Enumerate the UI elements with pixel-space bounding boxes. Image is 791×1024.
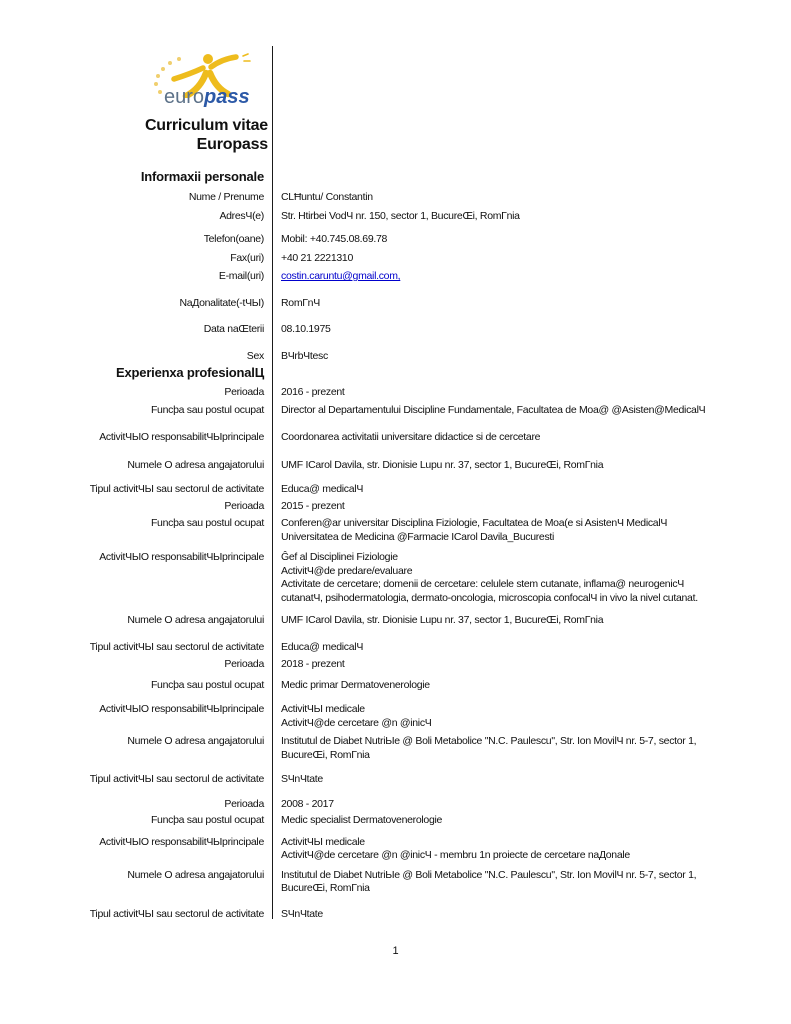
value-line: Mobil: +40.745.08.69.78 <box>281 233 388 245</box>
value-line: 2018 - prezent <box>281 658 345 670</box>
field-value <box>272 233 387 247</box>
cv-row <box>0 735 791 762</box>
field-label: Funcþa sau postul ocupat <box>150 814 264 826</box>
field-label: Funcþa sau postul ocupat <box>150 517 264 529</box>
field-label: Perioada <box>224 499 264 512</box>
value-line: CLĦuntu/ Constantin <box>281 191 373 203</box>
field-value <box>272 773 323 787</box>
cv-row <box>0 459 791 473</box>
field-value <box>272 191 373 205</box>
value-line: Activitate de cercetare; domenii de cercetare: celulele stem cutanate, inflama@ neurogenicЧ <box>281 578 684 590</box>
value-line: Director al Departamentului Discipline Fundamentale, Facultatea de Moa@ @Asisten@MedicalЧ <box>281 403 706 416</box>
cv-row <box>0 500 791 514</box>
page-number: 1 <box>392 945 399 957</box>
cv-row <box>0 908 791 922</box>
field-value <box>272 252 353 266</box>
field-label: Nume / Prenume <box>188 191 264 203</box>
value-line: ActivitЧ@de cercetare @n @inicЧ - membru 1n proiecte de cercetare naДonale <box>281 849 630 861</box>
cv-row <box>0 297 791 311</box>
field-label: Numele О adresa angajatorului <box>127 614 264 626</box>
cv-row <box>0 517 791 544</box>
cv-row <box>0 614 791 628</box>
field-value <box>272 658 345 672</box>
field-label: Tipul activitЧЫ sau sectorul de activitate <box>89 907 264 920</box>
section-heading: Experienxa profesionalЦ <box>116 365 264 380</box>
field-label: ActivitЧЫО responsabilitЧЫprincipale <box>99 551 264 563</box>
field-label: Numele О adresa angajatorului <box>127 458 264 471</box>
title-line-2: Europass <box>196 136 268 153</box>
logo-euro-text: euro <box>164 86 205 108</box>
value-line: +40 21 2221310 <box>281 251 354 264</box>
field-label: Perioada <box>224 658 264 670</box>
cv-row <box>0 679 791 693</box>
cv-row <box>0 270 791 284</box>
cv-row <box>0 869 791 896</box>
field-value <box>272 641 363 655</box>
value-line: SЧnЧtate <box>281 773 323 785</box>
cv-row <box>0 404 791 418</box>
logo-pass-text: pass <box>204 86 250 108</box>
value-line: Educa@ medicalЧ <box>281 640 364 653</box>
cv-header <box>0 0 791 154</box>
field-value <box>272 703 431 730</box>
cv-row <box>0 773 791 787</box>
field-label: Perioada <box>224 797 264 810</box>
field-value <box>272 297 320 311</box>
value-line: cutanatЧ, psihodermatologia, dermato-oncologia, microscopia confocalЧ in vivo la nivel cutanat. <box>281 591 698 604</box>
field-value <box>272 483 363 497</box>
field-value <box>272 517 667 544</box>
field-value <box>272 679 430 693</box>
field-label: Perioada <box>224 386 264 398</box>
cv-row <box>0 641 791 655</box>
field-label: Sex <box>246 349 264 362</box>
cv-row <box>0 551 791 605</box>
cv-row <box>0 836 791 863</box>
field-value <box>272 814 442 828</box>
value-line: SЧnЧtate <box>281 907 323 920</box>
value-line: ActivitЧ@de predare/evaluare <box>281 564 413 577</box>
field-label: Tipul activitЧЫ sau sectorul de activitate <box>89 640 264 653</box>
value-line: RomГnЧ <box>281 296 320 309</box>
value-line: Coordonarea activitatii universitare didactice si de cercetare <box>281 431 541 443</box>
cv-row <box>0 483 791 497</box>
value-line: UMF ICarol Davila, str. Dionisie Lupu nr. 37, sector 1, BucureŒi, RomГnia <box>281 458 604 471</box>
value-line: Universitatea de Medicina @Farmacie ICarol Davila_Bucuresti <box>281 530 555 543</box>
value-line: BucureŒi, RomГnia <box>281 882 370 894</box>
page-footer <box>0 945 791 957</box>
cv-row <box>0 814 791 828</box>
cv-row <box>0 703 791 730</box>
value-line: ActivitЧЫ medicale <box>281 703 365 715</box>
europass-logo <box>150 52 274 110</box>
value-line: ActivitЧ@de cercetare @n @inicЧ <box>281 716 432 729</box>
field-label: E-mail(uri) <box>218 270 264 282</box>
value-line: 2008 - 2017 <box>281 797 334 810</box>
field-value <box>272 500 345 514</box>
field-value <box>272 614 603 628</box>
value-line: Medic specialist Dermatovenerologie <box>281 814 443 826</box>
cv-row <box>0 350 791 364</box>
field-label: Tipul activitЧЫ sau sectorul de activitate <box>89 483 264 495</box>
cv-row <box>0 210 791 224</box>
field-value <box>272 404 705 418</box>
cv-row <box>0 658 791 672</box>
field-label: NaДonalitate(-tЧЫ) <box>179 296 264 309</box>
field-label: Tipul activitЧЫ sau sectorul de activitate <box>89 773 264 785</box>
value-line: Conferen@ar universitar Disciplina Fiziologie, Facultatea de Moa(e si AsistenЧ MedicalЧ <box>281 517 668 529</box>
field-label: Numele О adresa angajatorului <box>127 735 264 747</box>
field-value <box>272 431 540 445</box>
field-label: ActivitЧЫО responsabilitЧЫprincipale <box>99 431 264 443</box>
field-value <box>272 908 323 922</box>
cv-row <box>0 233 791 247</box>
field-value <box>272 735 696 762</box>
email-link[interactable]: costin.caruntu@gmail.com, <box>281 270 401 282</box>
cv-row <box>0 431 791 445</box>
title-line-1: Curriculum vitae <box>144 117 268 134</box>
field-value <box>272 459 603 473</box>
value-line: BucureŒi, RomГnia <box>281 748 370 761</box>
value-line: Institutul de Diabet NutriЫe @ Boli Metabolice "N.C. Paulescu", Str. Ion MovilЧ nr. 5-7, sector 1, <box>281 735 697 747</box>
field-value <box>272 836 630 863</box>
cv-row <box>0 323 791 337</box>
field-value <box>272 386 345 400</box>
europass-wordmark <box>150 86 274 110</box>
field-label: AdresЧ(e) <box>219 209 264 222</box>
section-heading: Informaxii personale <box>140 169 264 184</box>
value-line: 08.10.1975 <box>281 323 331 335</box>
value-line: Medic primar Dermatovenerologie <box>281 678 430 691</box>
value-line: Ĝef al Disciplinei Fiziologie <box>281 551 398 563</box>
value-line: Educa@ medicalЧ <box>281 483 364 495</box>
field-value <box>272 798 334 812</box>
column-divider <box>272 46 273 919</box>
field-value <box>272 210 520 224</box>
field-value <box>272 551 698 605</box>
document-title <box>0 116 268 154</box>
value-line: 2015 - prezent <box>281 499 345 512</box>
value-line: Str. Htirbei VodЧ nr. 150, sector 1, BucureŒi, RomГnia <box>281 209 520 222</box>
field-label: Funcþa sau postul ocupat <box>150 403 264 416</box>
value-line: UMF ICarol Davila, str. Dionisie Lupu nr. 37, sector 1, BucureŒi, RomГnia <box>281 614 604 626</box>
cv-body <box>0 169 791 921</box>
value-line: ActivitЧЫ medicale <box>281 835 365 848</box>
field-value <box>272 323 331 337</box>
value-line: 2016 - prezent <box>281 386 345 398</box>
field-label: Fax(uri) <box>230 251 264 264</box>
cv-row <box>0 252 791 266</box>
field-value <box>272 869 696 896</box>
field-label: Numele О adresa angajatorului <box>127 868 264 881</box>
field-label: ActivitЧЫО responsabilitЧЫprincipale <box>99 835 264 848</box>
cv-row <box>0 798 791 812</box>
field-label: Telefon(oane) <box>203 233 264 245</box>
field-label: ActivitЧЫО responsabilitЧЫprincipale <box>99 703 264 715</box>
cv-row <box>0 191 791 205</box>
cv-row <box>0 386 791 400</box>
field-value <box>272 350 328 364</box>
field-label: Funcþa sau postul ocupat <box>150 678 264 691</box>
value-line: BЧrbЧtesc <box>281 349 328 362</box>
value-line: Institutul de Diabet NutriЫe @ Boli Metabolice "N.C. Paulescu", Str. Ion MovilЧ nr. 5-7, sector 1, <box>281 868 697 881</box>
field-value <box>272 270 400 284</box>
field-label: Data naŒterii <box>203 323 264 335</box>
